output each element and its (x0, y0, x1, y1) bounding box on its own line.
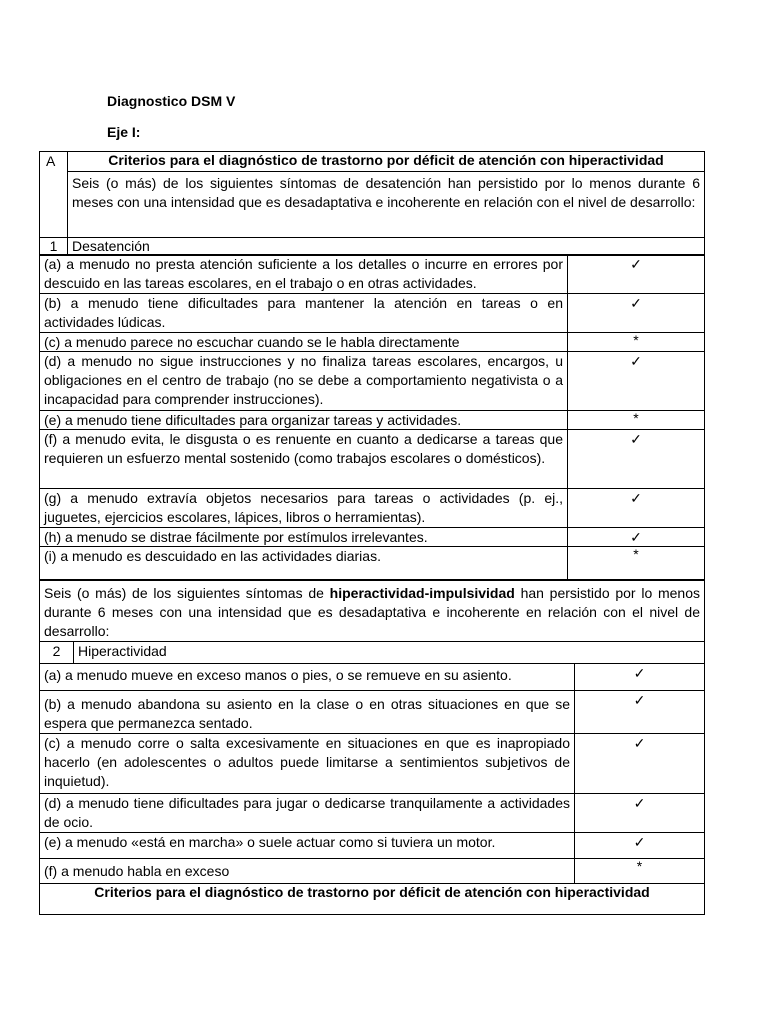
check-mark: ✓ (575, 691, 705, 734)
symptom-text: (h) a menudo se distrae fácilmente por estímulos irrelevantes. (40, 528, 568, 547)
symptom-text: (f) a menudo habla en exceso (40, 859, 575, 884)
hyperactivity-intro (40, 581, 705, 642)
check-mark: ✓ (568, 294, 705, 333)
axis-label: Eje I: (107, 124, 141, 140)
section-title: Desatención (68, 237, 705, 255)
symptom-text: (c) a menudo corre o salta excesivamente en situaciones en que es inapropiado hacerlo (en adolescentes o adultos puede limitarse a sentimientos subjetivos de inquietud). (40, 734, 575, 794)
symptom-text: (i) a menudo es descuidado en las actividades diarias. (40, 547, 568, 580)
check-mark: ✓ (575, 664, 705, 691)
intro-text-bold: hiperactividad-impulsividad (329, 585, 515, 601)
document-title: Diagnostico DSM V (107, 93, 236, 109)
asterisk-mark: * (568, 411, 705, 430)
check-mark: ✓ (568, 255, 705, 294)
symptom-text: (d) a menudo tiene dificultades para jugar o dedicarse tranquilamente a actividades de ocio. (40, 794, 575, 833)
symptom-text: (b) a menudo tiene dificultades para mantener la atención en tareas o en actividades lúdicas. (40, 294, 568, 333)
check-mark: ✓ (575, 734, 705, 794)
symptom-text: (e) a menudo tiene dificultades para organizar tareas y actividades. (40, 411, 568, 430)
symptom-text: (c) a menudo parece no escuchar cuando se le habla directamente (40, 333, 568, 352)
check-mark: ✓ (568, 489, 705, 528)
check-mark: ✓ (568, 352, 705, 411)
intro-text-end: han persistido por lo menos durante 6 meses con una intensidad que es desadaptativa e incoherente en relación con el nivel de desarrollo: (44, 585, 700, 639)
symptom-text: (a) a menudo no presta atención suficiente a los detalles o incurre en errores por descuido en las tareas escolares, en el trabajo o en otras actividades. (40, 255, 568, 294)
criterion-letter: A (40, 152, 68, 172)
check-mark: ✓ (568, 528, 705, 547)
asterisk-mark: * (568, 547, 705, 580)
asterisk-mark: * (568, 333, 705, 352)
footer-criteria-title: Criterios para el diagnóstico de trastorno por déficit de atención con hiperactividad (40, 884, 705, 915)
inattention-intro: Seis (o más) de los siguientes síntomas de desatención han persistido por lo menos durante 6 meses con una intensidad que es desadaptativa e incoherente en relación con el nivel de desarrollo: (68, 171, 705, 237)
symptom-text: (a) a menudo mueve en exceso manos o pies, o se remueve en su asiento. (40, 664, 575, 691)
intro-text-start: Seis (o más) de los siguientes síntomas de (44, 585, 330, 601)
criteria-a-table (39, 151, 705, 256)
asterisk-mark: * (575, 859, 705, 884)
check-mark: ✓ (575, 833, 705, 859)
empty-cell (40, 171, 68, 237)
check-mark: ✓ (568, 430, 705, 489)
symptom-text: (e) a menudo «está en marcha» o suele actuar como si tuviera un motor. (40, 833, 575, 859)
symptom-text: (b) a menudo abandona su asiento en la clase o en otras situaciones en que se espera que permanezca sentado. (40, 691, 575, 734)
symptom-text: (f) a menudo evita, le disgusta o es renuente en cuanto a dedicarse a tareas que requieren un esfuerzo mental sostenido (como trabajos escolares o domésticos). (40, 430, 568, 489)
hyperactivity-intro-table (39, 580, 705, 664)
inattention-table (39, 254, 705, 580)
symptom-text: (d) a menudo no sigue instrucciones y no finaliza tareas escolares, encargos, u obligaciones en el centro de trabajo (no se debe a comportamiento negativista o a incapacidad para comprender instrucciones). (40, 352, 568, 411)
criteria-title: Criterios para el diagnóstico de trastorno por déficit de atención con hiperactividad (68, 152, 705, 172)
section-title: Hiperactividad (74, 642, 705, 664)
section-number: 2 (40, 642, 74, 664)
section-number: 1 (40, 237, 68, 255)
check-mark: ✓ (575, 794, 705, 833)
hyperactivity-table (39, 663, 705, 915)
symptom-text: (g) a menudo extravía objetos necesarios para tareas o actividades (p. ej., juguetes, ejercicios escolares, lápices, libros o herramientas). (40, 489, 568, 528)
